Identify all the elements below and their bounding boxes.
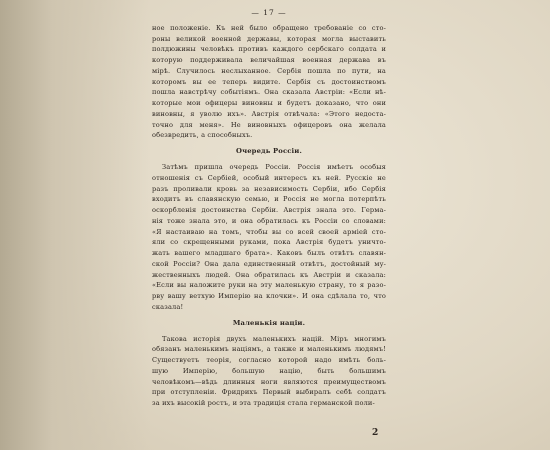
text-line: яли со скрещенными руками, пока Австрія будетъ уничто- [152,238,386,247]
text-line: ное положеніе. Къ ней было обращено требованіе со сто- [152,23,386,32]
text-line: отношенія съ Сербіей, особый интересъ къ ней. Русскіе не [152,173,386,182]
text-line: обязанъ маленькимъ націямъ, а также и маленькимъ людямъ! [152,345,386,354]
text-line: роны великой военной державы, которая могла выставить [152,34,386,43]
page-text-block [152,8,386,409]
text-line: точно для меня». Не виновныхъ офицеровъ она желала [152,120,386,129]
text-line: пошла навстрѣчу событіямъ. Она сказала Австріи: «Если нѣ- [152,88,386,97]
text-line: разъ проливали кровь за независимость Сербіи, ибо Сербія [152,184,386,193]
text-line: человѣкомъ—вѣдь длинныя ноги являются преимуществомъ [152,377,386,386]
page-binding-shadow [0,0,150,450]
text-line: «Я настаиваю на томъ, чтобы вы со всей своей арміей сто- [152,227,386,236]
text-line: жать вашего младшаго брата». Каковъ былъ отвѣтъ славян- [152,249,386,257]
page-header: — 17 — [251,8,287,17]
text-line: сказала! [152,302,184,311]
text-line: полдюжины человѣкъ противъ каждого сербскаго солдата и [152,45,386,54]
text-line: входитъ въ славянскую семью, и Россія не могла потерпѣть [152,195,386,204]
page-body [152,23,386,409]
text-line: Существуетъ теорія, согласно которой надо имѣть боль- [152,356,386,364]
text-line: ской Россіи? Она дала единственный отвѣтъ, достойный му- [152,259,386,268]
text-line: Затѣмъ пришла очередь Россіи. Россія имѣетъ особыя [162,163,386,171]
page-number: 2 [372,428,379,438]
section-heading: Маленькія націи. [232,318,306,327]
text-line: шую Имперію, большую націю, быть большимъ [152,366,386,375]
text-line: виновны, я уволю ихъ». Австрія отвѣчала: «Этого недоста- [152,109,386,118]
text-line: которые мои офицеры виновны и будетъ доказано, что они [152,99,386,107]
text-line: которую поддерживала величайшая военная держава въ [152,56,386,64]
text-line: нія тоже знала это, и она обратилась къ Россіи со словами: [152,216,386,225]
text-line: рву вашу ветхую Имперію на клочки». И она сдѣлала то, что [152,292,386,300]
text-line: при отступленіи. Фридрихъ Первый выбиралъ себѣ солдатъ [152,388,386,397]
text-line: мірѣ. Случилось неслыханное. Сербія пошла по пути, на [152,66,386,75]
text-line: обезвредить, а способныхъ. [152,131,253,140]
section-heading: Очередь Россіи. [236,147,302,155]
text-line: Такова исторія двухъ маленькихъ націй. Міръ многимъ [162,334,386,343]
text-line: оскорбленія достоинства Сербіи. Австрія знала это. Герма- [152,206,386,214]
text-line: которомъ вы ее теперь видите. Сербія съ достоинствомъ [152,77,386,86]
text-line: за ихъ высокій ростъ, и эта традиція стала германской поли- [152,399,375,407]
text-line: «Если вы наложите руки на эту маленькую страну, то я разо- [152,281,386,290]
text-line: жественныхъ людей. Она обратилась къ Австріи и сказала: [152,270,386,279]
